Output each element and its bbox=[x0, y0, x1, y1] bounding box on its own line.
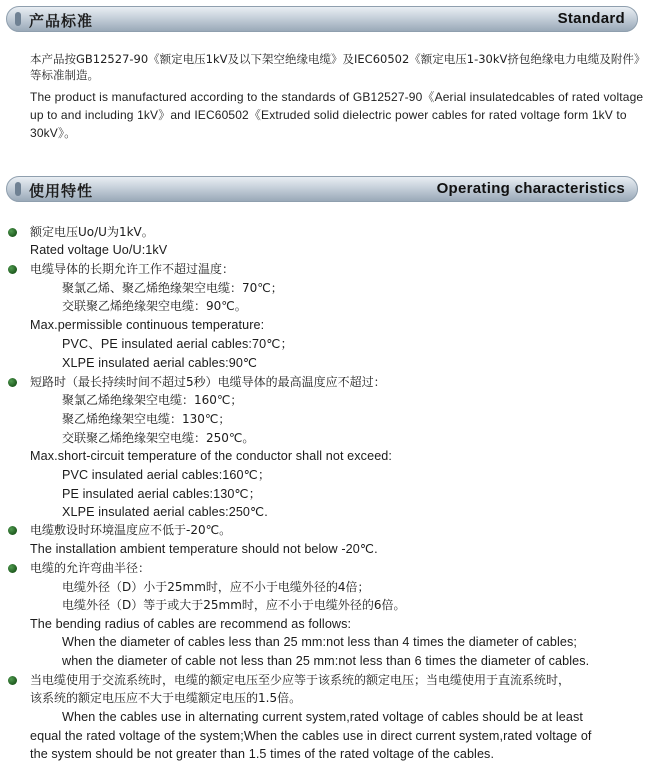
op-line: equal the rated voltage of the system;When the cables use in direct current system,rated voltage of bbox=[30, 729, 592, 743]
operating-title-en: Operating characteristics bbox=[436, 180, 625, 197]
op-line: 交联聚乙烯绝缘架空电缆：250℃。 bbox=[62, 431, 255, 445]
op-line: When the diameter of cables less than 25 mm:not less than 4 times the diameter of cables; bbox=[62, 635, 578, 649]
op-line: PE insulated aerial cables:130℃； bbox=[62, 487, 262, 501]
op-line: 短路时（最长持续时间不超过5秒）电缆导体的最高温度应不超过： bbox=[30, 375, 386, 389]
op-line: Max.permissible continuous temperature: bbox=[30, 318, 265, 332]
op-line: the system should be not greater than 1.5 times of the rated voltage of the cables. bbox=[30, 747, 495, 761]
op-line: 电缆外径（D）小于25mm时，应不小于电缆外径的4倍； bbox=[62, 580, 370, 594]
op-line: 电缆敷设时环境温度应不低于-20℃。 bbox=[30, 523, 232, 537]
standard-header-band bbox=[6, 6, 638, 32]
standard-title-cn: 产品标准 bbox=[29, 12, 94, 30]
op-line: 聚氯乙烯、聚乙烯绝缘架空电缆：70℃； bbox=[62, 281, 283, 295]
op-line: XLPE insulated aerial cables:90℃ bbox=[62, 356, 258, 370]
op-line: 电缆的允许弯曲半径： bbox=[30, 561, 151, 575]
operating-title-cn: 使用特性 bbox=[29, 182, 94, 200]
op-line: Max.short-circuit temperature of the conductor shall not exceed: bbox=[30, 449, 392, 463]
header-accent bbox=[15, 12, 21, 26]
bullet-icon bbox=[8, 564, 17, 573]
op-line: 聚氯乙烯绝缘架空电缆：160℃； bbox=[62, 393, 243, 407]
op-line: The bending radius of cables are recommend as follows: bbox=[30, 617, 352, 631]
op-line: when the diameter of cable not less than 25 mm:not less than 6 times the diameter of cables. bbox=[62, 654, 590, 668]
bullet-icon bbox=[8, 378, 17, 387]
op-line: When the cables use in alternating current system,rated voltage of cables should be at least bbox=[62, 710, 583, 724]
op-line: Rated voltage Uo/U:1kV bbox=[30, 243, 168, 257]
op-line: 电缆导体的长期允许工作不超过温度： bbox=[30, 262, 235, 276]
op-line: 聚乙烯绝缘架空电缆：130℃； bbox=[62, 412, 231, 426]
bullet-icon bbox=[8, 265, 17, 274]
op-line: 电缆外径（D）等于或大于25mm时，应不小于电缆外径的6倍。 bbox=[62, 598, 406, 612]
op-line: XLPE insulated aerial cables:250℃. bbox=[62, 505, 268, 519]
op-line: PVC insulated aerial cables:160℃； bbox=[62, 468, 271, 482]
bullet-icon bbox=[8, 228, 17, 237]
bullet-icon bbox=[8, 676, 17, 685]
op-line: 交联聚乙烯绝缘架空电缆：90℃。 bbox=[62, 299, 247, 313]
op-line: PVC、PE insulated aerial cables:70℃； bbox=[62, 337, 294, 351]
standard-text-en: The product is manufactured according to the standards of GB12527-90《Aerial insulatedcables of rated voltage up to and including 1kV》and IEC60502《Extruded solid dielectric power cables for rated voltage form 1kV to 30kV》。 bbox=[30, 90, 644, 140]
op-line: 当电缆使用于交流系统时，电缆的额定电压至少应等于该系统的额定电压；当电缆使用于直流系统时， bbox=[30, 673, 571, 687]
standard-title-en: Standard bbox=[557, 10, 625, 27]
standard-text-cn: 本产品按GB12527-90《额定电压1kV及以下架空绝缘电缆》及IEC60502《额定电压1-30kV挤包绝缘电力电缆及附件》等标准制造。 bbox=[30, 52, 640, 82]
op-line: 该系统的额定电压应不大于电缆额定电压的1.5倍。 bbox=[30, 691, 302, 705]
operating-header-band bbox=[6, 176, 638, 202]
header-accent bbox=[15, 182, 21, 196]
bullet-icon bbox=[8, 526, 17, 535]
op-line: The installation ambient temperature should not below -20℃. bbox=[30, 542, 378, 556]
op-line: 额定电压Uo/U为1kV。 bbox=[30, 225, 154, 239]
